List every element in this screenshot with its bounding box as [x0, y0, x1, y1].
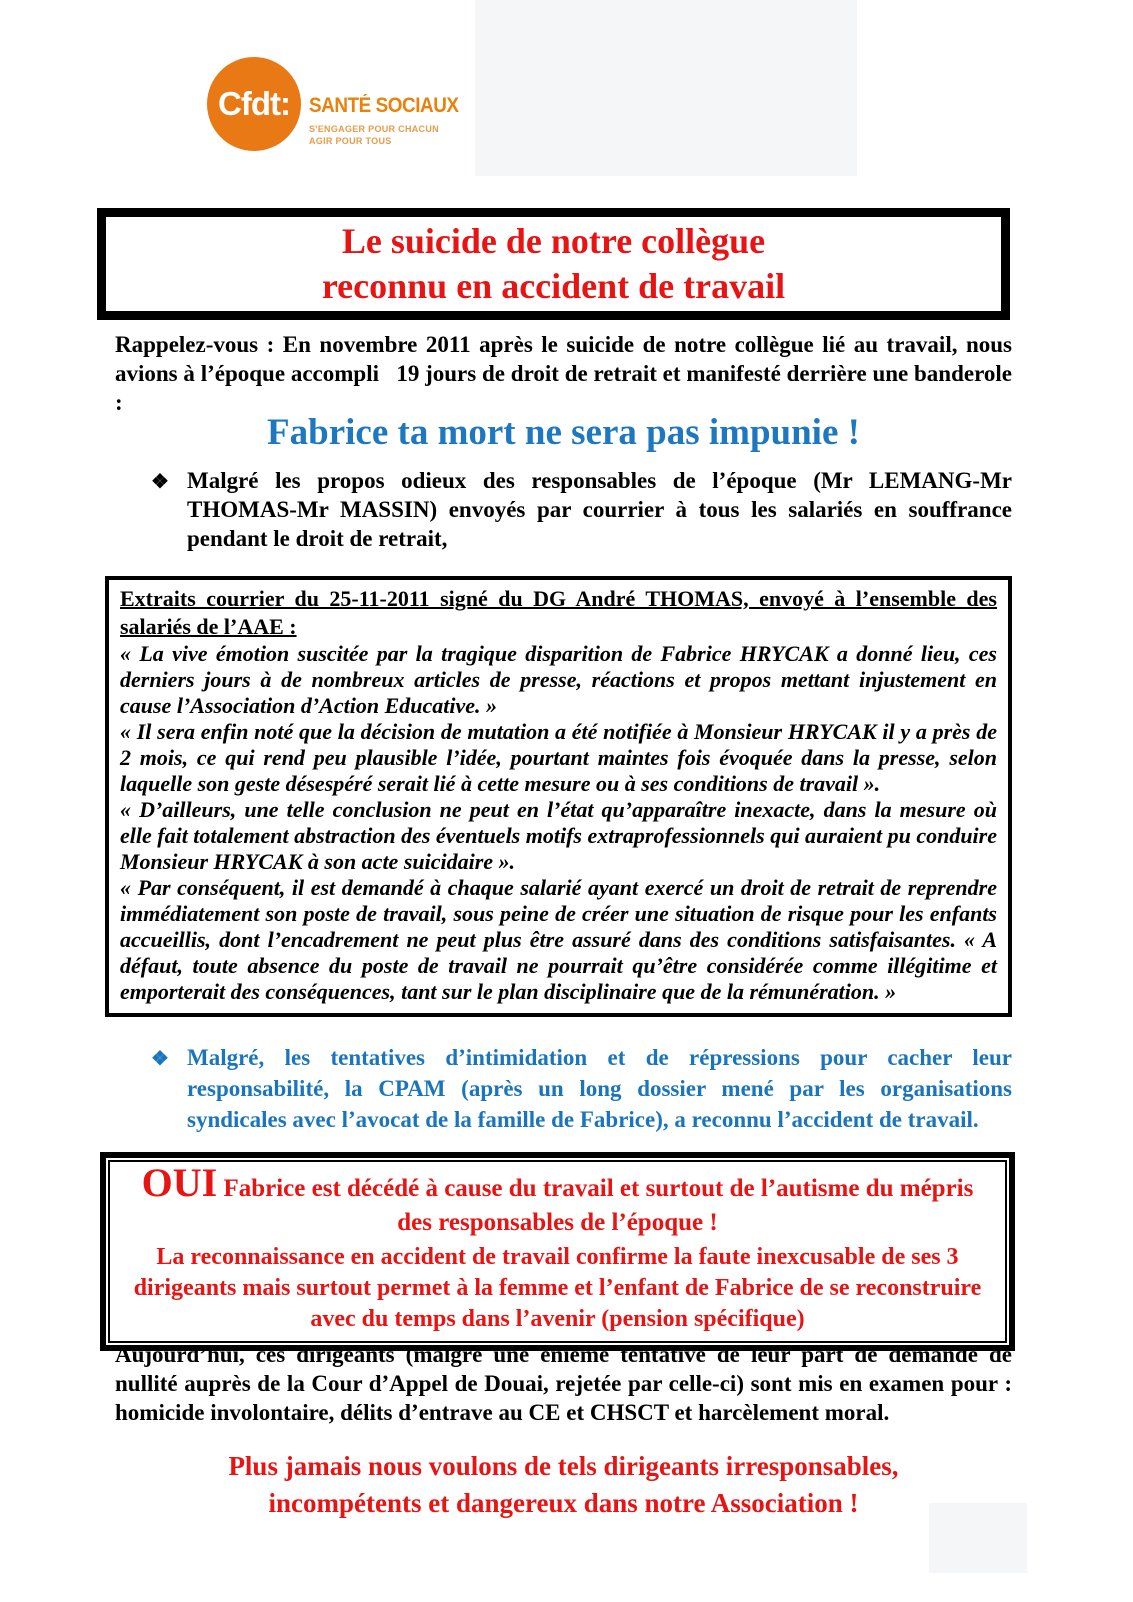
oui-statement-inner: [108, 1160, 1007, 1343]
scan-artifact-top: [475, 0, 857, 176]
letter-extract-box: [105, 576, 1012, 1017]
extract-paragraph-3: « D’ailleurs, une telle conclusion ne peut en l’état qu’apparaître inexacte, dans la mesure où elle fait totalement abstraction des éventuels motifs extraprofessionnels qui auraient pu conduire Monsieur HRYCAK à son acte suicidaire ».: [120, 797, 997, 874]
brand-tagline-line2: AGIR POUR TOUS: [309, 136, 392, 146]
extract-paragraph-1: « La vive émotion suscitée par la tragique disparition de Fabrice HRYCAK a donné lieu, ces derniers jours à de nombreux articles de presse, réactions et propos mettant injustement en cause l’Association d’Action Educative. »: [120, 641, 997, 718]
page-title-line1: Le suicide de notre collègue: [341, 221, 766, 261]
oui-statement-rest: Fabrice est décédé à cause du travail et surtout de l’autisme du mépris des responsables de l’époque !: [217, 1175, 974, 1236]
oui-statement-box: [100, 1152, 1015, 1351]
blue-slogan: Fabrice ta mort ne sera pas impunie !: [267, 412, 860, 453]
extract-paragraph-4: « Par conséquent, il est demandé à chaque salarié ayant exercé un droit de retrait de reprendre immédiatement son poste de travail, sous peine de créer une situation de risque pour les enfants accueillis, dont l’encadrement ne peut plus être assuré dans des conditions satisfaisantes. « A défaut, toute absence du poste de travail ne pourrait qu’être considérée comme illégitime et emporterait des conséquences, tant sur le plan disciplinaire que de la rémunération. »: [120, 875, 997, 1004]
brand-tagline-line1: S'ENGAGER POUR CHACUN: [309, 124, 439, 134]
cfdt-logo-icon: [207, 57, 301, 151]
brand-name: SANTÉ SOCIAUX: [309, 94, 459, 117]
closing-slogan-line2: incompétents et dangereux dans notre Association !: [268, 1488, 859, 1518]
brand-tagline: [309, 123, 439, 147]
bullet-item-2-text: Malgré, les tentatives d’intimidation et de répressions pour cacher leur responsabilité, la CPAM (après un long dossier mené par les organisations syndicales avec l’avocat de la famille de Fabrice), a reconnu l’accident de travail.: [187, 1045, 1012, 1132]
today-paragraph: Aujourd’hui, ces dirigeants (malgré une énième tentative de leur part de demande de nullité auprès de la Cour d’Appel de Douai, rejetée par celle-ci) sont mis en examen pour : homicide involontaire, délits d’entrave au CE et CHSCT et harcèlement moral.: [115, 1342, 1012, 1425]
page-title-line2: reconnu en accident de travail: [321, 266, 786, 306]
oui-word: OUI: [141, 1160, 218, 1205]
diamond-bullet-icon: ❖: [151, 1048, 169, 1070]
oui-statement-line1: [126, 1160, 989, 1240]
bullet-item-2: [151, 1042, 1012, 1135]
closing-slogan-line1: Plus jamais nous voulons de tels dirigeants irresponsables,: [228, 1451, 899, 1481]
bullet-item-1-text: Malgré les propos odieux des responsables de l’époque (Mr LEMANG-Mr THOMAS-Mr MASSIN) envoyés par courrier à tous les salariés en souffrance pendant le droit de retrait,: [187, 468, 1012, 551]
closing-slogan: [115, 1448, 1012, 1522]
diamond-bullet-icon: ❖: [151, 471, 169, 493]
title-box: [97, 208, 1010, 320]
extract-heading: Extraits courrier du 25-11-2011 signé du DG André THOMAS, envoyé à l’ensemble des salariés de l’AAE :: [120, 586, 997, 639]
intro-paragraph: Rappelez-vous : En novembre 2011 après le suicide de notre collègue lié au travail, nous avions à l’époque accompli 19 jours de droit de retrait et manifesté derrière une banderole :: [115, 332, 1012, 415]
oui-statement-line2: La reconnaissance en accident de travail confirme la faute inexcusable de ses 3 dirigeants mais surtout permet à la femme et l’enfant de Fabrice de se reconstruire avec du temps dans l’avenir (pension spécifique): [133, 1244, 982, 1332]
cfdt-logo-text: Cfdt:: [218, 85, 290, 122]
extract-paragraph-2: « Il sera enfin noté que la décision de mutation a été notifiée à Monsieur HRYCAK il y a près de 2 mois, ce qui rend peu plausible l’idée, pourtant maintes fois évoquée dans la presse, selon laquelle son geste désespéré serait lié à cette mesure ou à ses conditions de travail ».: [120, 719, 997, 796]
bullet-item-1: [151, 466, 1012, 553]
